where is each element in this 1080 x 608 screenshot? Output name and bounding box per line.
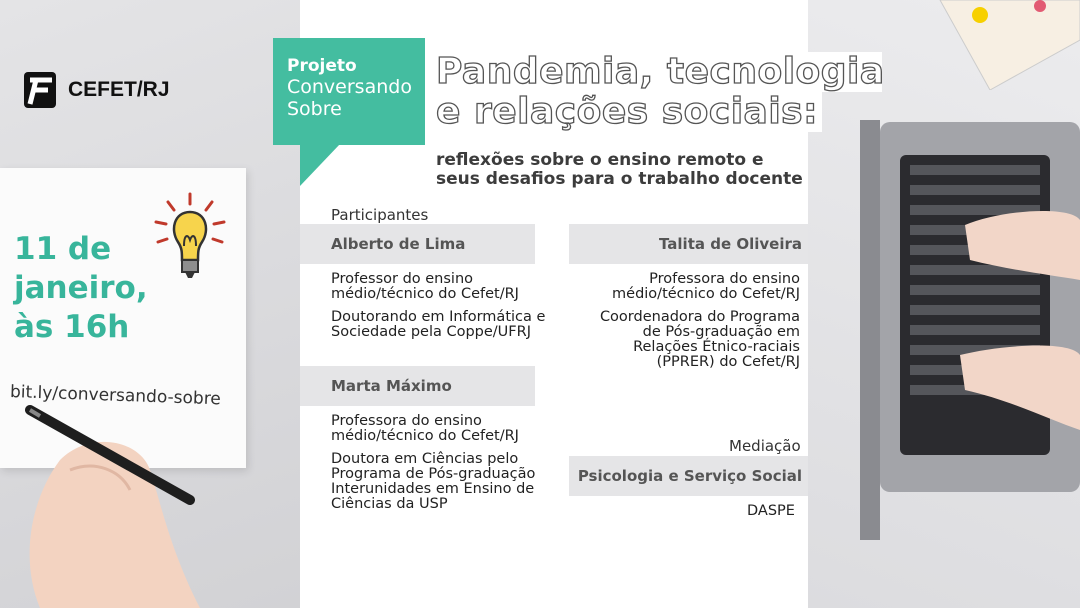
cefet-logo-icon: [22, 70, 60, 110]
date-line-3: às 16h: [14, 309, 130, 345]
project-name-line-2: Sobre: [287, 98, 342, 120]
participant-description: [331, 414, 557, 520]
participant-name-bar: [300, 366, 535, 406]
subtitle-line-2: seus desafios para o trabalho docente: [436, 169, 803, 189]
event-date: [14, 230, 214, 347]
mediation-org: DASPE: [747, 503, 795, 519]
participant-degree: Doutorando em Informática e Sociedade pela Coppe/UFRJ: [331, 309, 546, 340]
project-badge: [273, 38, 425, 145]
date-line-2: janeiro,: [14, 270, 148, 306]
participant-name: Alberto de Lima: [331, 235, 466, 253]
mediation-name: Psicologia e Serviço Social: [577, 467, 802, 485]
date-line-1: 11 de: [14, 231, 112, 267]
notebook-illustration: [920, 0, 1080, 90]
cefet-logo: [22, 70, 170, 110]
participant-degree: Coordenadora do Programa de Pós-graduação em Relações Étnico-raciais (PPRER) do Cefet/RJ: [599, 309, 800, 370]
participant-name: Talita de Oliveira: [659, 235, 802, 253]
participant-role: Professora do ensino médio/técnico do Cefet/RJ: [331, 413, 519, 444]
laptop-illustration: [850, 100, 1080, 540]
event-title: [432, 51, 885, 132]
project-name: [287, 76, 427, 120]
participant-name-bar: [300, 224, 535, 264]
participant-name-bar: [569, 224, 808, 264]
participant-description: [331, 272, 561, 348]
event-url[interactable]: bit.ly/conversando-sobre: [9, 382, 222, 410]
participants-label: Participantes: [331, 206, 429, 224]
mediation-name-bar: [569, 456, 808, 496]
participant-degree: Doutora em Ciências pelo Programa de Pós-graduação Interunidades em Ensino de Ciências da USP: [331, 451, 536, 512]
title-line-1: Pandemia, tecnologia: [432, 52, 882, 92]
participant-role: Professora do ensino médio/técnico do Cefet/RJ: [612, 271, 800, 302]
logo-text: CEFET/RJ: [68, 78, 170, 101]
project-tag: Projeto: [287, 56, 357, 76]
participant-name: Marta Máximo: [331, 377, 452, 395]
badge-tail: [300, 144, 340, 186]
mediation-label: Mediação: [729, 437, 801, 455]
event-subtitle: [436, 151, 803, 189]
participant-description: [580, 272, 800, 378]
participant-role: Professor do ensino médio/técnico do Cefet/RJ: [331, 271, 519, 302]
project-name-line-1: Conversando: [287, 76, 412, 98]
writing-hand-illustration: [0, 400, 230, 608]
title-line-2: e relações sociais:: [432, 92, 822, 132]
subtitle-line-1: reflexões sobre o ensino remoto e: [436, 150, 764, 170]
